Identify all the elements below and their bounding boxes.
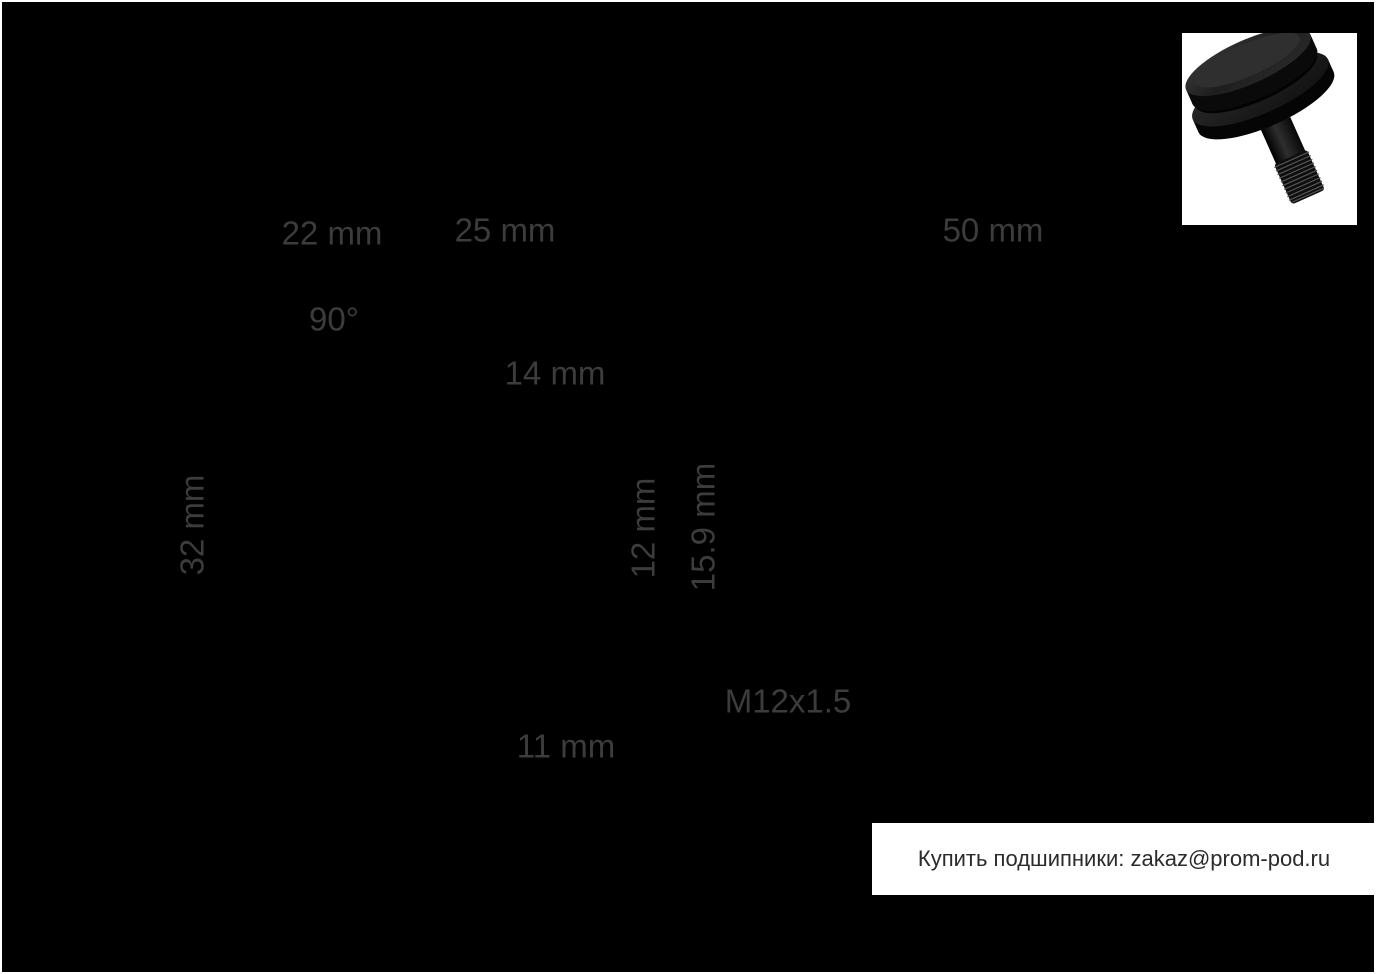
dimension-label-25mm: 25 mm (454, 211, 556, 249)
contact-banner (872, 823, 1376, 895)
dimension-label-15-9mm: 15.9 mm (684, 462, 722, 592)
product-photo (1182, 33, 1357, 225)
dimension-label-50mm: 50 mm (942, 211, 1044, 249)
dimension-label-90deg: 90° (309, 300, 359, 338)
dimension-label-thread-m12x1-5: M12x1.5 (724, 682, 852, 720)
cam-follower-roller-image (1182, 33, 1357, 225)
dimension-label-22mm: 22 mm (281, 214, 383, 252)
contact-banner-text: Купить подшипники: zakaz@prom-pod.ru (917, 846, 1331, 871)
dimension-label-11mm: 11 mm (516, 727, 616, 765)
dimension-label-14mm: 14 mm (504, 354, 606, 392)
dimension-label-12mm: 12 mm (624, 477, 662, 579)
dimension-label-32mm: 32 mm (173, 474, 211, 576)
